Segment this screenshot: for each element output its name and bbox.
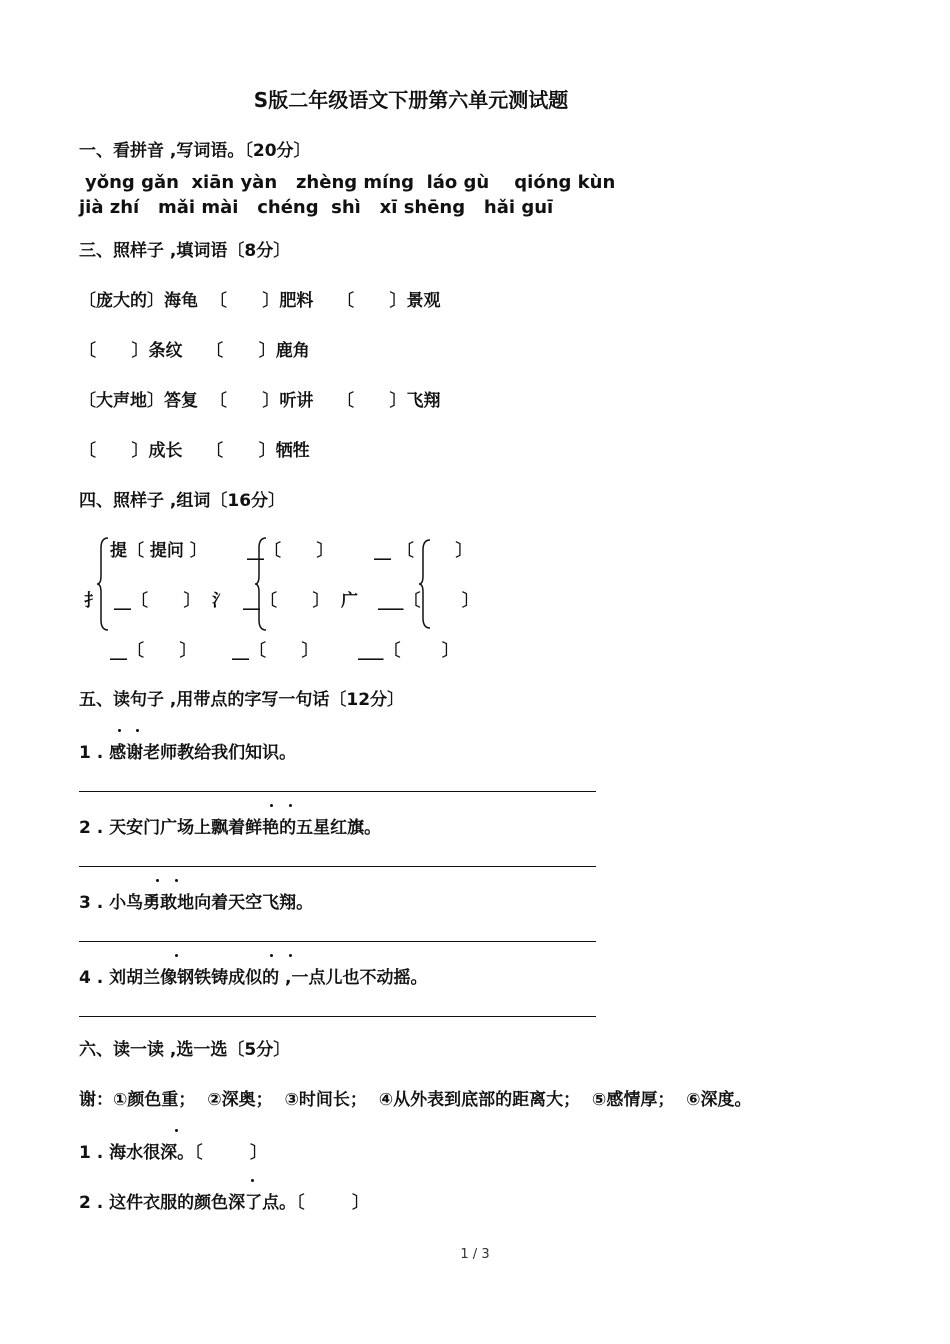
- fill-row-2: 〔 〕条纹 〔 〕鹿角: [79, 341, 310, 361]
- emphasis-dot: [251, 1179, 254, 1182]
- emphasis-dot: [175, 879, 178, 882]
- pinyin-row-2: jià zhí mǎi mài chéng shì xī shēng hǎi guī: [79, 197, 554, 218]
- group3-blank-1: __ 〔 〕: [374, 541, 473, 561]
- choice-item-1: 1 . 海水很深。〔 〕: [79, 1143, 267, 1163]
- emphasis-dot: [270, 804, 273, 807]
- emphasis-dot: [270, 954, 273, 957]
- sentence-3: 3 . 小鸟勇敢地向着天空飞翔。: [79, 893, 314, 913]
- answer-line-1[interactable]: [79, 791, 596, 792]
- group1-blank-2: __〔 〕: [114, 591, 201, 611]
- section6-heading: 六、读一读 ,选一选〔5分〕: [79, 1040, 291, 1060]
- emphasis-dot: [118, 729, 121, 732]
- definitions: 谢：①颜色重； ②深奥； ③时间长； ④从外表到底部的距离大； ⑤感情厚； ⑥深度。: [79, 1090, 752, 1110]
- example-word: 提〔 提问 〕: [110, 541, 207, 561]
- fill-row-1: 〔庞大的〕海龟 〔 〕肥料 〔 〕景观: [79, 291, 441, 311]
- group2-blank-1: __〔 〕: [247, 541, 334, 561]
- sentence-1: 1 . 感谢老师教给我们知识。: [79, 743, 297, 763]
- emphasis-dot: [289, 804, 292, 807]
- section1-heading: 一、看拼音 ,写词语。〔20分〕: [79, 141, 311, 161]
- emphasis-dot: [156, 879, 159, 882]
- sentence-4: 4 . 刘胡兰像钢铁铸成似的 ,一点儿也不动摇。: [79, 968, 428, 988]
- emphasis-dot: [289, 954, 292, 957]
- section5-heading: 五、读句子 ,用带点的字写一句话〔12分〕: [79, 690, 405, 710]
- group2-blank-3: __〔 〕: [232, 641, 319, 661]
- group1-blank-3: __〔 〕: [110, 641, 197, 661]
- pinyin-row-1: yǒng gǎn xiān yàn zhèng míng láo gù qióng kùn: [85, 172, 616, 193]
- page-title: S版二年级语文下册第六单元测试题: [253, 88, 569, 112]
- sentence-2: 2 . 天安门广场上飘着鲜艳的五星红旗。: [79, 818, 382, 838]
- emphasis-dot: [136, 729, 139, 732]
- section3-heading: 三、照样子 ,填词语〔8分〕: [79, 241, 291, 261]
- group3-blank-2: ___〔 〕: [378, 591, 479, 611]
- fill-row-4: 〔 〕成长 〔 〕牺牲: [79, 441, 310, 461]
- radical-guang: 广: [341, 591, 358, 611]
- group2-blank-2: __〔 〕: [243, 591, 330, 611]
- page-number: 1 / 3: [460, 1247, 490, 1262]
- emphasis-dot: [175, 954, 178, 957]
- emphasis-dot: [175, 1129, 178, 1132]
- group3-blank-3: ___〔 〕: [358, 641, 459, 661]
- radical-shou: 扌: [84, 591, 101, 611]
- answer-line-2[interactable]: [79, 866, 596, 867]
- choice-item-2: 2 . 这件衣服的颜色深了点。〔 〕: [79, 1193, 369, 1213]
- brace-group-1: [96, 536, 110, 632]
- answer-line-3[interactable]: [79, 941, 596, 942]
- section4-heading: 四、照样子 ,组词〔16分〕: [79, 491, 286, 511]
- answer-line-4[interactable]: [79, 1016, 596, 1017]
- fill-row-3: 〔大声地〕答复 〔 〕听讲 〔 〕飞翔: [79, 391, 441, 411]
- radical-shui: 氵: [212, 591, 229, 611]
